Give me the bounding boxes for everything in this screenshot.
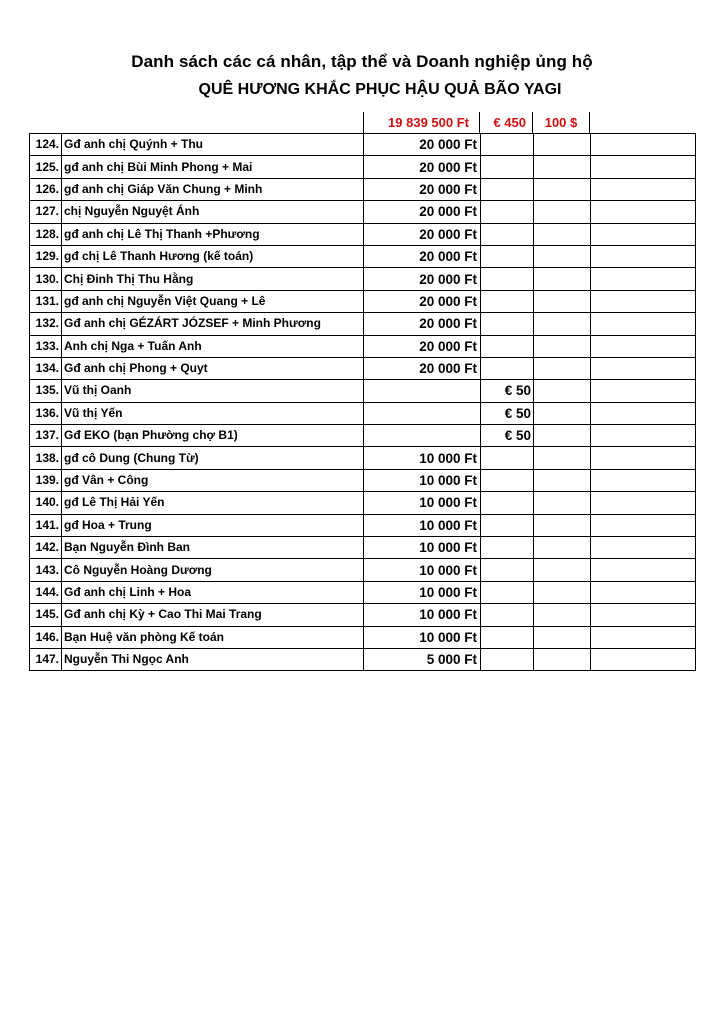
table-row xyxy=(30,380,696,402)
table-row xyxy=(30,290,696,312)
table-row xyxy=(30,648,696,670)
row-number: 129. xyxy=(30,245,62,267)
amount-forint: 10 000 Ft xyxy=(364,447,481,469)
amount-forint: 10 000 Ft xyxy=(364,559,481,581)
amount-usd xyxy=(534,357,591,379)
row-number: 146. xyxy=(30,626,62,648)
amount-usd xyxy=(534,492,591,514)
amount-usd xyxy=(534,156,591,178)
amount-euro: € 50 xyxy=(481,380,534,402)
donor-name: gđ chị Lê Thanh Hương (kế toán) xyxy=(62,245,364,267)
donor-name: Gđ anh chị GÉZÁRT JÓZSEF + Minh Phương xyxy=(62,313,364,335)
amount-euro xyxy=(481,581,534,603)
donor-name: gđ anh chị Giáp Văn Chung + Minh xyxy=(62,178,364,200)
row-number: 127. xyxy=(30,201,62,223)
row-number: 143. xyxy=(30,559,62,581)
amount-usd xyxy=(534,447,591,469)
amount-euro xyxy=(481,178,534,200)
extra-cell xyxy=(591,245,696,267)
row-number: 147. xyxy=(30,648,62,670)
table-row xyxy=(30,604,696,626)
extra-cell xyxy=(591,380,696,402)
total-euro: € 450 xyxy=(479,112,533,133)
row-number: 130. xyxy=(30,268,62,290)
amount-forint: 10 000 Ft xyxy=(364,537,481,559)
document-subtitle: QUÊ HƯƠNG KHẮC PHỤC HẬU QUẢ BÃO YAGI xyxy=(198,81,562,98)
amount-forint: 20 000 Ft xyxy=(364,290,481,312)
extra-cell xyxy=(591,290,696,312)
amount-euro xyxy=(481,357,534,379)
donor-name: Gđ EKO (bạn Phường chợ B1) xyxy=(62,425,364,447)
amount-usd xyxy=(534,604,591,626)
amount-euro xyxy=(481,245,534,267)
donor-name: gđ Lê Thị Hải Yến xyxy=(62,492,364,514)
row-number: 144. xyxy=(30,581,62,603)
amount-usd xyxy=(534,537,591,559)
amount-euro xyxy=(481,626,534,648)
row-number: 132. xyxy=(30,313,62,335)
amount-usd xyxy=(534,134,591,156)
amount-usd xyxy=(534,425,591,447)
table-row xyxy=(30,447,696,469)
extra-cell xyxy=(591,201,696,223)
amount-euro xyxy=(481,559,534,581)
row-number: 133. xyxy=(30,335,62,357)
amount-usd xyxy=(534,380,591,402)
donor-name: Bạn Nguyễn Đình Ban xyxy=(62,537,364,559)
amount-usd xyxy=(534,626,591,648)
row-number: 142. xyxy=(30,537,62,559)
donor-name: Bạn Huệ văn phòng Kế toán xyxy=(62,626,364,648)
extra-cell xyxy=(591,335,696,357)
amount-forint: 20 000 Ft xyxy=(364,156,481,178)
amount-euro xyxy=(481,469,534,491)
table-row xyxy=(30,245,696,267)
document-title: Danh sách các cá nhân, tập thể và Doanh nghiệp ủng hộ xyxy=(131,52,593,71)
donor-name: gđ anh chị Bùi Minh Phong + Mai xyxy=(62,156,364,178)
row-number: 137. xyxy=(30,425,62,447)
donor-name: gđ Vân + Công xyxy=(62,469,364,491)
row-number: 138. xyxy=(30,447,62,469)
amount-forint: 10 000 Ft xyxy=(364,604,481,626)
extra-cell xyxy=(591,626,696,648)
amount-forint: 10 000 Ft xyxy=(364,626,481,648)
total-usd: 100 $ xyxy=(532,112,590,133)
amount-forint: 20 000 Ft xyxy=(364,223,481,245)
table-row xyxy=(30,537,696,559)
row-number: 134. xyxy=(30,357,62,379)
table-row xyxy=(30,223,696,245)
amount-forint: 20 000 Ft xyxy=(364,178,481,200)
donor-name: Gđ anh chị Linh + Hoa xyxy=(62,581,364,603)
donor-name: gđ anh chị Nguyễn Việt Quang + Lê xyxy=(62,290,364,312)
extra-cell xyxy=(591,469,696,491)
extra-cell xyxy=(591,178,696,200)
row-number: 145. xyxy=(30,604,62,626)
table-row xyxy=(30,626,696,648)
amount-forint: 20 000 Ft xyxy=(364,134,481,156)
table-row xyxy=(30,514,696,536)
amount-euro xyxy=(481,335,534,357)
extra-cell xyxy=(591,156,696,178)
donor-name: Anh chị Nga + Tuấn Anh xyxy=(62,335,364,357)
amount-euro xyxy=(481,268,534,290)
donor-name: Nguyễn Thi Ngọc Anh xyxy=(62,648,364,670)
amount-usd xyxy=(534,648,591,670)
donor-name: Gđ anh chị Quýnh + Thu xyxy=(62,134,364,156)
row-number: 124. xyxy=(30,134,62,156)
amount-forint: 20 000 Ft xyxy=(364,245,481,267)
extra-cell xyxy=(591,447,696,469)
extra-cell xyxy=(591,313,696,335)
row-number: 128. xyxy=(30,223,62,245)
amount-forint: 20 000 Ft xyxy=(364,357,481,379)
amount-euro xyxy=(481,223,534,245)
amount-euro xyxy=(481,201,534,223)
table-row xyxy=(30,402,696,424)
row-number: 141. xyxy=(30,514,62,536)
table-row xyxy=(30,268,696,290)
row-number: 135. xyxy=(30,380,62,402)
table-row xyxy=(30,201,696,223)
amount-forint: 20 000 Ft xyxy=(364,268,481,290)
amount-usd xyxy=(534,402,591,424)
extra-cell xyxy=(591,492,696,514)
amount-euro xyxy=(481,290,534,312)
donor-name: chị Nguyễn Nguyệt Ánh xyxy=(62,201,364,223)
amount-usd xyxy=(534,581,591,603)
amount-usd xyxy=(534,223,591,245)
amount-forint: 10 000 Ft xyxy=(364,514,481,536)
amount-usd xyxy=(534,469,591,491)
amount-euro xyxy=(481,313,534,335)
amount-usd xyxy=(534,313,591,335)
table-row xyxy=(30,178,696,200)
amount-usd xyxy=(534,245,591,267)
amount-usd xyxy=(534,290,591,312)
donor-name: Gđ anh chị Phong + Quyt xyxy=(62,357,364,379)
row-number: 131. xyxy=(30,290,62,312)
amount-euro xyxy=(481,156,534,178)
donor-name: Vũ thị Oanh xyxy=(62,380,364,402)
amount-usd xyxy=(534,514,591,536)
row-number: 140. xyxy=(30,492,62,514)
amount-euro xyxy=(481,537,534,559)
table-row xyxy=(30,559,696,581)
donor-table xyxy=(29,133,696,671)
table-row xyxy=(30,581,696,603)
table-row xyxy=(30,313,696,335)
row-number: 136. xyxy=(30,402,62,424)
donor-name: gđ Hoa + Trung xyxy=(62,514,364,536)
total-forint: 19 839 500 Ft xyxy=(363,112,480,133)
extra-cell xyxy=(591,268,696,290)
donor-name: Vũ thị Yến xyxy=(62,402,364,424)
amount-forint: 5 000 Ft xyxy=(364,648,481,670)
amount-usd xyxy=(534,201,591,223)
donor-name: Gđ anh chị Kỳ + Cao Thi Mai Trang xyxy=(62,604,364,626)
amount-forint: 20 000 Ft xyxy=(364,335,481,357)
amount-euro xyxy=(481,648,534,670)
donor-name: Cô Nguyễn Hoàng Dương xyxy=(62,559,364,581)
extra-cell xyxy=(591,581,696,603)
amount-forint: 10 000 Ft xyxy=(364,492,481,514)
extra-cell xyxy=(591,134,696,156)
amount-forint xyxy=(364,402,481,424)
table-row xyxy=(30,156,696,178)
amount-forint: 10 000 Ft xyxy=(364,469,481,491)
extra-cell xyxy=(591,537,696,559)
extra-cell xyxy=(591,604,696,626)
extra-cell xyxy=(591,402,696,424)
amount-usd xyxy=(534,335,591,357)
table-row xyxy=(30,134,696,156)
amount-euro xyxy=(481,604,534,626)
amount-usd xyxy=(534,178,591,200)
amount-usd xyxy=(534,268,591,290)
table-row xyxy=(30,492,696,514)
table-row xyxy=(30,357,696,379)
amount-euro xyxy=(481,447,534,469)
row-number: 125. xyxy=(30,156,62,178)
amount-forint xyxy=(364,425,481,447)
table-row xyxy=(30,469,696,491)
extra-cell xyxy=(591,559,696,581)
extra-cell xyxy=(591,648,696,670)
amount-euro: € 50 xyxy=(481,402,534,424)
donor-name: gđ cô Dung (Chung Từ) xyxy=(62,447,364,469)
row-number: 139. xyxy=(30,469,62,491)
amount-euro: € 50 xyxy=(481,425,534,447)
amount-euro xyxy=(481,514,534,536)
amount-euro xyxy=(481,134,534,156)
extra-cell xyxy=(591,425,696,447)
table-row xyxy=(30,335,696,357)
row-number: 126. xyxy=(30,178,62,200)
amount-usd xyxy=(534,559,591,581)
amount-forint: 20 000 Ft xyxy=(364,201,481,223)
amount-forint: 20 000 Ft xyxy=(364,313,481,335)
extra-cell xyxy=(591,357,696,379)
extra-cell xyxy=(591,223,696,245)
amount-euro xyxy=(481,492,534,514)
donor-name: gđ anh chị Lê Thị Thanh +Phương xyxy=(62,223,364,245)
amount-forint xyxy=(364,380,481,402)
donor-name: Chị Đinh Thị Thu Hằng xyxy=(62,268,364,290)
table-row xyxy=(30,425,696,447)
extra-cell xyxy=(591,514,696,536)
amount-forint: 10 000 Ft xyxy=(364,581,481,603)
